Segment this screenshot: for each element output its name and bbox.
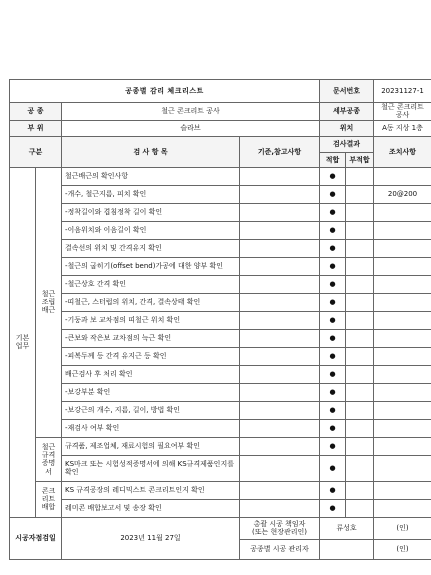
check-item: -피복두께 등 간격 유지근 등 확인 <box>62 347 240 365</box>
reference-cell <box>240 185 320 203</box>
action-cell <box>374 329 431 347</box>
fail-cell <box>346 365 374 383</box>
fail-cell <box>346 419 374 437</box>
action-cell <box>374 437 431 455</box>
pass-mark: ● <box>320 311 346 329</box>
doc-no-label: 문서번호 <box>320 80 374 103</box>
action-cell <box>374 203 431 221</box>
action-cell <box>374 419 431 437</box>
detail-value: 철근 콘크리트 공사 <box>374 103 431 121</box>
table-row <box>10 347 431 365</box>
table-row <box>10 257 431 275</box>
pass-mark: ● <box>320 499 346 517</box>
work-type-label: 공 종 <box>10 103 62 121</box>
pass-mark: ● <box>320 257 346 275</box>
pass-mark: ● <box>320 455 346 481</box>
col-action: 조치사항 <box>374 136 431 167</box>
trade-manager-name <box>320 539 374 559</box>
group-rebar: 철근조립배근 <box>36 167 62 437</box>
check-item: -개수, 철근지름, 피치 확인 <box>62 185 240 203</box>
fail-cell <box>346 257 374 275</box>
fail-cell <box>346 239 374 257</box>
check-item: -정착길이와 겹침정착 길이 확인 <box>62 203 240 221</box>
check-item: -재검사 여부 확인 <box>62 419 240 437</box>
reference-cell <box>240 419 320 437</box>
check-item: -이음위치와 이음길이 확인 <box>62 221 240 239</box>
table-row <box>10 293 431 311</box>
fail-cell <box>346 481 374 499</box>
table-row <box>10 167 431 185</box>
reference-cell <box>240 437 320 455</box>
check-item: -기둥과 보 교차점의 띠철근 위치 확인 <box>62 311 240 329</box>
check-item: KS마크 또는 시험성적증명서에 의해 KS규격제품인지를 확인 <box>62 455 240 481</box>
fail-cell <box>346 203 374 221</box>
reference-cell <box>240 275 320 293</box>
fail-cell <box>346 401 374 419</box>
check-item: 배근검사 후 처리 확인 <box>62 365 240 383</box>
fail-cell <box>346 293 374 311</box>
action-cell <box>374 239 431 257</box>
table-row <box>10 455 431 481</box>
check-item: -보강근의 개수, 지름, 길이, 방법 확인 <box>62 401 240 419</box>
inspection-date-label: 시공자점검일 <box>10 517 62 559</box>
pass-mark: ● <box>320 437 346 455</box>
pass-mark: ● <box>320 329 346 347</box>
table-row <box>10 419 431 437</box>
fail-cell <box>346 329 374 347</box>
col-result: 검사결과 <box>320 136 374 152</box>
action-cell <box>374 257 431 275</box>
part-value: 슬라브 <box>62 120 320 136</box>
action-cell <box>374 383 431 401</box>
reference-cell <box>240 499 320 517</box>
action-cell <box>374 499 431 517</box>
trade-manager-seal: (인) <box>374 539 431 559</box>
group-concrete: 콘크리트배합 <box>36 481 62 517</box>
work-type-value: 철근 콘크리트 공사 <box>62 103 320 121</box>
fail-cell <box>346 221 374 239</box>
pass-mark: ● <box>320 203 346 221</box>
check-item: KS 규격공장의 레디믹스트 콘크리트인지 확인 <box>62 481 240 499</box>
table-row <box>10 383 431 401</box>
fail-cell <box>346 383 374 401</box>
pass-mark: ● <box>320 365 346 383</box>
pass-mark: ● <box>320 293 346 311</box>
pass-mark: ● <box>320 419 346 437</box>
reference-cell <box>240 239 320 257</box>
col-check-item: 검 사 항 목 <box>62 136 240 167</box>
fail-cell <box>346 437 374 455</box>
pass-mark: ● <box>320 167 346 185</box>
table-row <box>10 275 431 293</box>
pass-mark: ● <box>320 401 346 419</box>
pass-mark: ● <box>320 481 346 499</box>
check-item: -철근의 굽히기(offset bend)가공에 대한 양부 확인 <box>62 257 240 275</box>
action-cell <box>374 455 431 481</box>
table-row <box>10 401 431 419</box>
reference-cell <box>240 311 320 329</box>
action-cell <box>374 221 431 239</box>
action-cell <box>374 311 431 329</box>
reference-cell <box>240 347 320 365</box>
location-value: A동 지상 1층 <box>374 120 431 136</box>
table-row <box>10 499 431 517</box>
check-item: 결속선의 위치 및 간격유지 확인 <box>62 239 240 257</box>
action-cell <box>374 293 431 311</box>
trade-manager-label: 공종별 시공 관리자 <box>240 539 320 559</box>
reference-cell <box>240 167 320 185</box>
group-cert: 철근규격증명서 <box>36 437 62 481</box>
table-row <box>10 437 431 455</box>
check-item: 규격품, 제조업체, 재료시험의 필요여부 확인 <box>62 437 240 455</box>
action-cell <box>374 481 431 499</box>
reference-cell <box>240 221 320 239</box>
table-row <box>10 329 431 347</box>
pass-mark: ● <box>320 221 346 239</box>
reference-cell <box>240 203 320 221</box>
action-cell <box>374 167 431 185</box>
doc-no-value: 20231127-1 <box>374 80 431 103</box>
pass-mark: ● <box>320 347 346 365</box>
action-cell <box>374 275 431 293</box>
table-row <box>10 203 431 221</box>
reference-cell <box>240 293 320 311</box>
manager-label: 총괄 시공 책임자 (또는 현장관리인) <box>240 517 320 539</box>
table-row <box>10 481 431 499</box>
reference-cell <box>240 257 320 275</box>
checklist-sheet <box>9 79 431 560</box>
manager-seal: (인) <box>374 517 431 539</box>
check-item: 철근배근의 확인사항 <box>62 167 240 185</box>
check-item: -보강부분 확인 <box>62 383 240 401</box>
fail-cell <box>346 347 374 365</box>
col-fail: 부적합 <box>346 152 374 167</box>
fail-cell <box>346 455 374 481</box>
reference-cell <box>240 401 320 419</box>
fail-cell <box>346 185 374 203</box>
pass-mark: ● <box>320 239 346 257</box>
table-row <box>10 311 431 329</box>
check-item: -큰보와 작은보 교차점의 늑근 확인 <box>62 329 240 347</box>
reference-cell <box>240 455 320 481</box>
location-label: 위치 <box>320 120 374 136</box>
action-cell <box>374 401 431 419</box>
check-item: 레미콘 배합보고서 및 송장 확인 <box>62 499 240 517</box>
action-cell <box>374 347 431 365</box>
fail-cell <box>346 167 374 185</box>
check-item: -띠철근, 스터럽의 위치, 간격, 결속상태 확인 <box>62 293 240 311</box>
detail-label: 세부공종 <box>320 103 374 121</box>
fail-cell <box>346 499 374 517</box>
part-label: 부 위 <box>10 120 62 136</box>
reference-cell <box>240 329 320 347</box>
col-category: 구분 <box>10 136 62 167</box>
pass-mark: ● <box>320 185 346 203</box>
checklist-table <box>9 79 431 560</box>
action-cell <box>374 365 431 383</box>
action-cell: 20@200 <box>374 185 431 203</box>
fail-cell <box>346 311 374 329</box>
table-row <box>10 365 431 383</box>
table-row <box>10 221 431 239</box>
pass-mark: ● <box>320 275 346 293</box>
reference-cell <box>240 383 320 401</box>
reference-cell <box>240 365 320 383</box>
inspection-date: 2023년 11월 27일 <box>62 517 240 559</box>
check-item: -철근상호 간격 확인 <box>62 275 240 293</box>
col-pass: 적합 <box>320 152 346 167</box>
table-row <box>10 239 431 257</box>
pass-mark: ● <box>320 383 346 401</box>
fail-cell <box>346 275 374 293</box>
page-title: 공종별 감리 체크리스트 <box>10 80 320 103</box>
table-row <box>10 185 431 203</box>
col-reference: 기준,참고사항 <box>240 136 320 167</box>
group-main: 기본업무 <box>10 167 36 517</box>
reference-cell <box>240 481 320 499</box>
manager-name: 류성호 <box>320 517 374 539</box>
